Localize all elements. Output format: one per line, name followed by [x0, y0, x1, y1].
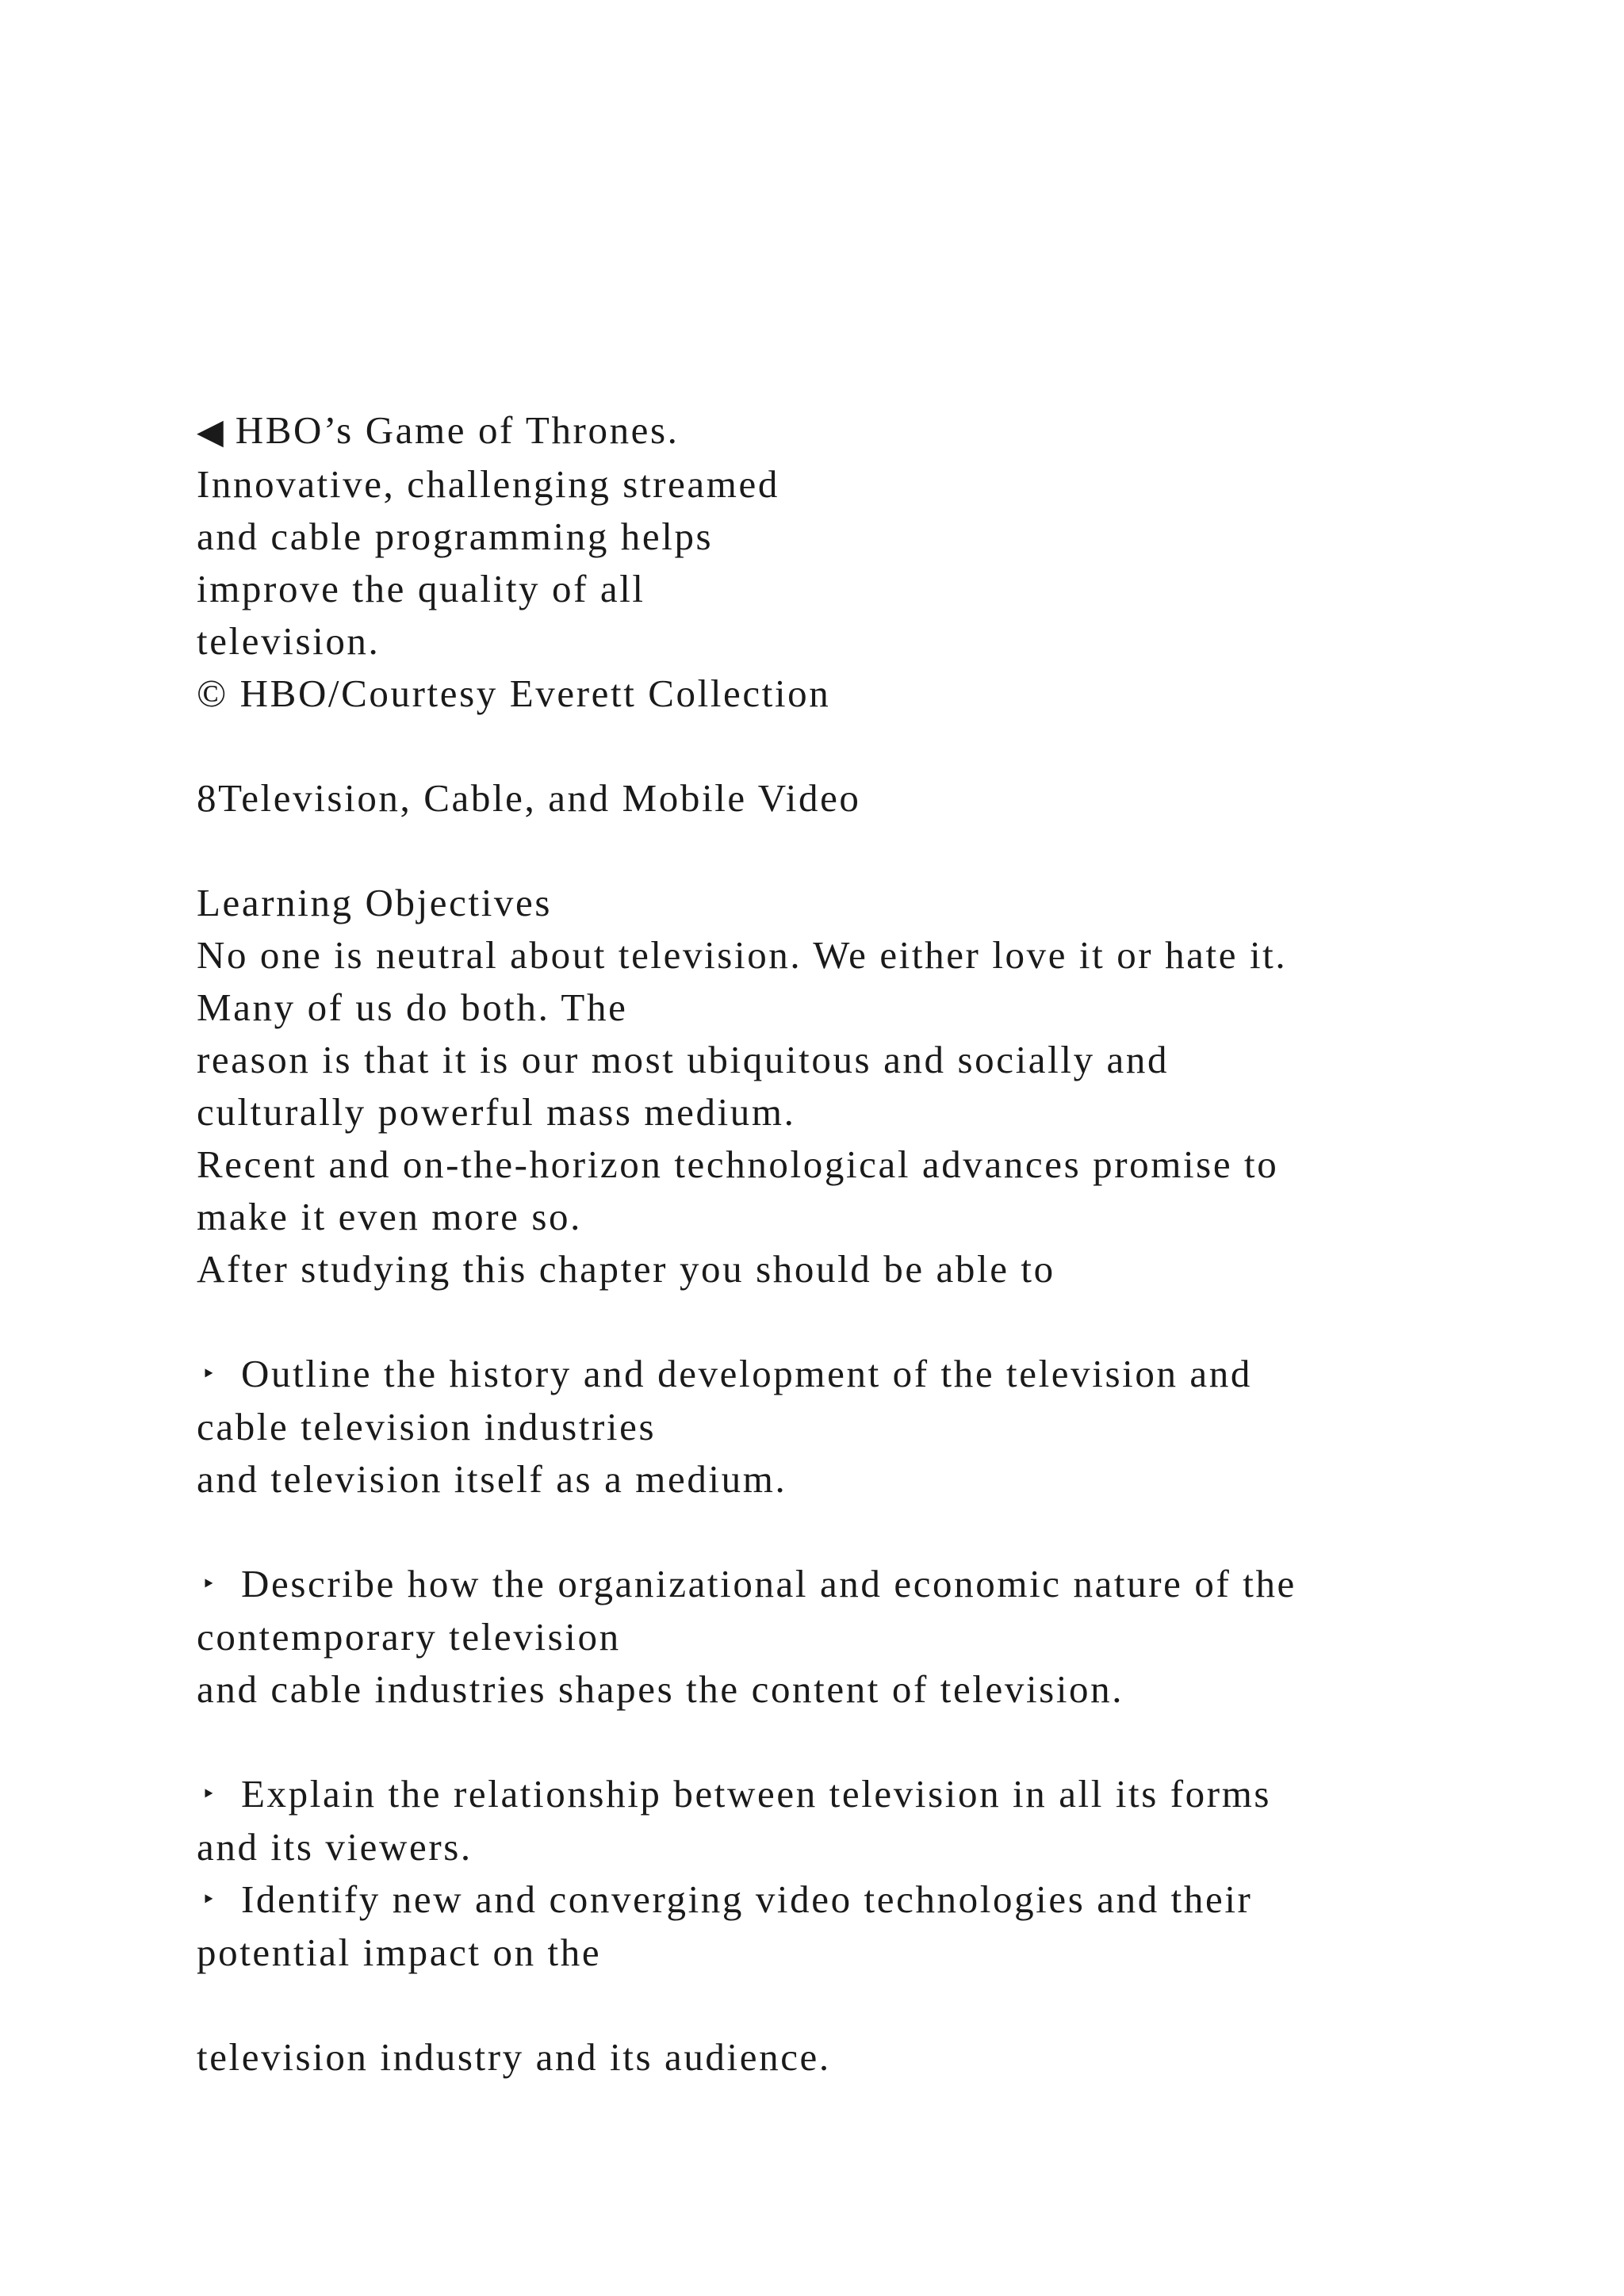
chapter-title: 8Television, Cable, and Mobile Video: [197, 776, 861, 820]
photo-caption: [197, 404, 1545, 720]
objective-line: ‣ Outline the history and development of the television and: [197, 1348, 1545, 1401]
objective-item: [197, 1768, 1545, 1873]
intro-line: No one is neutral about television. We either love it or hate it.: [197, 933, 1288, 977]
spacer: [197, 1295, 1545, 1348]
objective-line: television industry and its audience.: [197, 2035, 831, 2079]
caption-line: Innovative, challenging streamed: [197, 462, 779, 506]
bullet-icon: ‣: [201, 1887, 216, 1913]
objective-item: [197, 1558, 1545, 1716]
spacer: [197, 1506, 1545, 1558]
objective-line: ‣ Describe how the organizational and economic nature of the: [197, 1558, 1545, 1611]
objective-line: and cable industries shapes the content of television.: [197, 1667, 1124, 1711]
caption-line: and cable programming helps: [197, 515, 714, 558]
objective-line: contemporary television: [197, 1615, 621, 1659]
objective-line: and its viewers.: [197, 1825, 473, 1869]
caption-line: improve the quality of all: [197, 567, 645, 610]
spacer: [197, 825, 1545, 877]
objective-item: [197, 1348, 1545, 1506]
objective-line: [197, 1979, 1545, 2031]
caption-line: ◀ HBO’s Game of Thrones.: [197, 408, 680, 452]
document-page: [197, 404, 1545, 2084]
caption-line: television.: [197, 619, 381, 663]
objective-line: and television itself as a medium.: [197, 1457, 787, 1501]
objectives-heading: Learning Objectives: [197, 881, 553, 924]
intro-line: Many of us do both. The: [197, 985, 628, 1029]
intro-line: Recent and on-the-horizon technological advances promise to: [197, 1142, 1279, 1186]
intro-line: reason is that it is our most ubiquitous and socially and: [197, 1038, 1170, 1081]
objective-line: ‣ Explain the relationship between television in all its forms: [197, 1768, 1545, 1821]
objective-item: [197, 1873, 1545, 2084]
objective-line: ‣ Identify new and converging video technologies and their: [197, 1873, 1545, 1927]
intro-line: After studying this chapter you should be able to: [197, 1247, 1055, 1291]
left-triangle-icon: ◀: [197, 412, 224, 451]
bullet-icon: ‣: [201, 1781, 216, 1808]
bullet-icon: ‣: [201, 1571, 216, 1598]
objective-line: potential impact on the: [197, 1931, 602, 1974]
objective-line: cable television industries: [197, 1405, 657, 1448]
intro-line: culturally powerful mass medium.: [197, 1090, 796, 1134]
intro-line: make it even more so.: [197, 1195, 582, 1238]
bullet-icon: ‣: [201, 1361, 216, 1387]
spacer: [197, 720, 1545, 772]
photo-credit: © HBO/Courtesy Everett Collection: [197, 672, 831, 715]
intro-paragraph: [197, 929, 1545, 1295]
spacer: [197, 1716, 1545, 1768]
